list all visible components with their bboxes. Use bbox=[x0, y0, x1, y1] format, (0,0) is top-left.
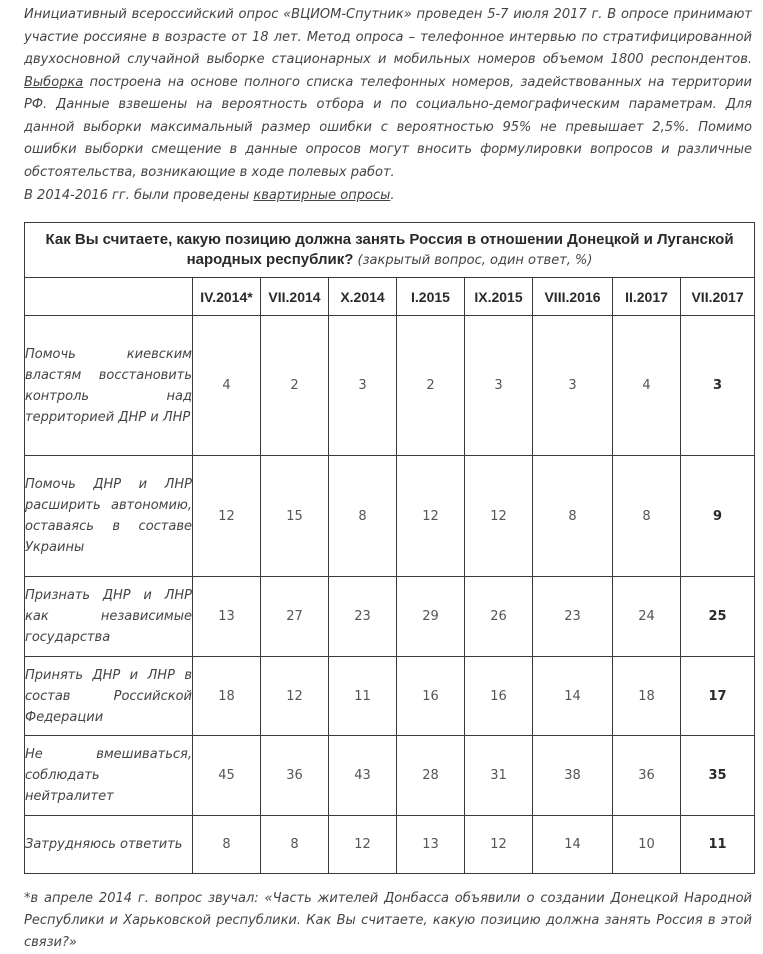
column-header: X.2014 bbox=[329, 278, 397, 316]
column-header: VII.2017 bbox=[681, 278, 755, 316]
answer-label: Принять ДНР и ЛНР в состав Российской Федерации bbox=[25, 657, 193, 736]
value-cell: 9 bbox=[681, 456, 755, 577]
value-cell: 13 bbox=[397, 816, 465, 874]
question-note: (закрытый вопрос, один ответ, %) bbox=[353, 252, 593, 268]
value-cell: 16 bbox=[397, 657, 465, 736]
question-text: Как Вы считаете, какую позицию должна занять Россия в отношении Донецкой и Луганской народных республик? bbox=[45, 230, 734, 268]
answer-label: Помочь ДНР и ЛНР расширить автономию, оставаясь в составе Украины bbox=[25, 456, 193, 577]
value-cell: 14 bbox=[533, 657, 613, 736]
value-cell: 14 bbox=[533, 816, 613, 874]
value-cell: 36 bbox=[261, 736, 329, 816]
value-cell: 45 bbox=[193, 736, 261, 816]
value-cell: 8 bbox=[329, 456, 397, 577]
value-cell: 12 bbox=[193, 456, 261, 577]
value-cell: 4 bbox=[613, 316, 681, 456]
value-cell: 11 bbox=[681, 816, 755, 874]
answer-label: Не вмешиваться, соблюдать нейтралитет bbox=[25, 736, 193, 816]
table-row bbox=[25, 316, 755, 456]
column-header: II.2017 bbox=[613, 278, 681, 316]
value-cell: 29 bbox=[397, 577, 465, 657]
value-cell: 28 bbox=[397, 736, 465, 816]
table-row bbox=[25, 577, 755, 657]
answer-label: Затрудняюсь ответить bbox=[25, 816, 193, 874]
value-cell: 16 bbox=[465, 657, 533, 736]
methodology-paragraph bbox=[24, 4, 752, 184]
value-cell: 23 bbox=[329, 577, 397, 657]
value-cell: 43 bbox=[329, 736, 397, 816]
value-cell: 17 bbox=[681, 657, 755, 736]
value-cell: 12 bbox=[465, 816, 533, 874]
quarterly-text-end: . bbox=[390, 188, 395, 203]
header-empty-cell bbox=[25, 278, 193, 316]
value-cell: 4 bbox=[193, 316, 261, 456]
answer-label: Признать ДНР и ЛНР как независимые государства bbox=[25, 577, 193, 657]
value-cell: 10 bbox=[613, 816, 681, 874]
table-row bbox=[25, 456, 755, 577]
column-header: I.2015 bbox=[397, 278, 465, 316]
value-cell: 18 bbox=[613, 657, 681, 736]
value-cell: 12 bbox=[465, 456, 533, 577]
answer-label: Помочь киевским властям восстановить контроль над территорией ДНР и ЛНР bbox=[25, 316, 193, 456]
column-header: IV.2014* bbox=[193, 278, 261, 316]
quarterly-surveys-link[interactable]: квартирные опросы bbox=[253, 188, 391, 203]
value-cell: 12 bbox=[397, 456, 465, 577]
value-cell: 12 bbox=[261, 657, 329, 736]
value-cell: 8 bbox=[193, 816, 261, 874]
value-cell: 13 bbox=[193, 577, 261, 657]
footnote: *в апреле 2014 г. вопрос звучал: «Часть жителей Донбасса объявили о создании Донецкой Народной Республики и Харьковской республики. Как Вы считаете, какую позицию должна занять Россия в этой связи?» bbox=[24, 891, 752, 950]
value-cell: 8 bbox=[613, 456, 681, 577]
value-cell: 25 bbox=[681, 577, 755, 657]
value-cell: 3 bbox=[465, 316, 533, 456]
value-cell: 3 bbox=[681, 316, 755, 456]
column-header: IX.2015 bbox=[465, 278, 533, 316]
column-header: VIII.2016 bbox=[533, 278, 613, 316]
value-cell: 35 bbox=[681, 736, 755, 816]
value-cell: 2 bbox=[261, 316, 329, 456]
value-cell: 38 bbox=[533, 736, 613, 816]
value-cell: 18 bbox=[193, 657, 261, 736]
methodology-text-continued: построена на основе полного списка телефонных номеров, задействованных на территории РФ. Данные взвешены на вероятность отбора и по социально-демографическим параметрам. Для данной выборки максимальный размер ошибки с вероятностью 95% не превышает 2,5%. Помимо ошибки выборки смещение в данные опросов могут вносить формулировки вопросов и различные обстоятельства, возникающие в ходе полевых работ. bbox=[24, 74, 752, 180]
table-row bbox=[25, 816, 755, 874]
value-cell: 8 bbox=[533, 456, 613, 577]
value-cell: 3 bbox=[329, 316, 397, 456]
value-cell: 3 bbox=[533, 316, 613, 456]
value-cell: 8 bbox=[261, 816, 329, 874]
poll-results-table bbox=[24, 222, 755, 874]
value-cell: 31 bbox=[465, 736, 533, 816]
sample-link[interactable]: Выборка bbox=[24, 74, 84, 90]
value-cell: 26 bbox=[465, 577, 533, 657]
value-cell: 27 bbox=[261, 577, 329, 657]
value-cell: 36 bbox=[613, 736, 681, 816]
table-row bbox=[25, 736, 755, 816]
value-cell: 23 bbox=[533, 577, 613, 657]
value-cell: 12 bbox=[329, 816, 397, 874]
quarterly-text: В 2014-2016 гг. были проведены bbox=[24, 188, 254, 203]
column-header: VII.2014 bbox=[261, 278, 329, 316]
value-cell: 24 bbox=[613, 577, 681, 657]
value-cell: 11 bbox=[329, 657, 397, 736]
value-cell: 15 bbox=[261, 456, 329, 577]
methodology-text: Инициативный всероссийский опрос «ВЦИОМ-Спутник» проведен 5-7 июля 2017 г. В опросе принимают участие россияне в возрасте от 18 лет. Метод опроса – телефонное интервью по стратифицированной двухосновной случайной выборке стационарных и мобильных номеров объемом 1800 респондентов. bbox=[24, 7, 752, 67]
header-row bbox=[25, 278, 755, 316]
table-row bbox=[25, 657, 755, 736]
quarterly-surveys-note bbox=[24, 186, 395, 206]
value-cell: 2 bbox=[397, 316, 465, 456]
question-cell bbox=[25, 223, 755, 278]
